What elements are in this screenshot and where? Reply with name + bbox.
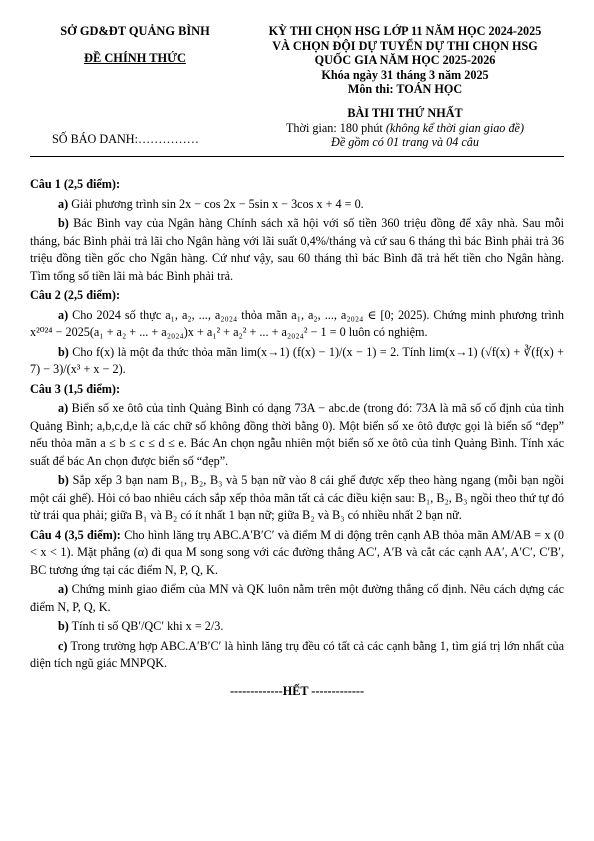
question-4b: b) Tính tỉ số QB′/QC′ khi x = 2/3. xyxy=(58,619,224,633)
header-right xyxy=(230,24,580,150)
department-name: SỞ GD&ĐT QUẢNG BÌNH xyxy=(60,24,210,38)
pages-note: Đề gồm có 01 trang và 04 câu xyxy=(331,135,479,150)
header-divider xyxy=(30,156,564,157)
question-2b: b) Cho f(x) là một đa thức thỏa mãn lim(x→1) (f(x) − 1)/(x − 1) = 2. Tính lim(x→1) (√f(x) + ∛(f(x) + 7) − 3)/(x³ + x − 2). xyxy=(30,344,564,376)
candidate-number: SỐ BÁO DANH:…………… xyxy=(52,132,199,146)
paper-title: BÀI THI THỨ NHẤT xyxy=(347,105,463,120)
header-left xyxy=(30,24,240,66)
official-label: ĐỀ CHÍNH THỨC xyxy=(84,51,186,65)
question-1b: b) Bác Bình vay của Ngân hàng Chính sách xã hội với số tiền 360 triệu đồng để xây nhà. Sau mỗi tháng, bác Bình phải trả lãi cho Ngân hàng với lãi suất 0,4%/tháng và cứ sau 6 tháng thì bác Bình phải trả 36 triệu đồng tiền gốc cho Ngân hàng. Cứ như vậy, sau 60 tháng thì bác Bình đã trả hết tiền cho Ngân hàng. Tìm tổng số tiền lãi mà bác Bình phải trả. xyxy=(30,216,564,283)
question-4-intro: Câu 4 (3,5 điểm): Cho hình lăng trụ ABC.A′B′C′ và điểm M di động trên cạnh AB thỏa mãn AM/AB = x (0 < x < 1). Mặt phẳng (α) đi qua M song song với các đường thẳng AC′, A′B và cắt các cạnh AA′, A′C′, C′B′, BC tương ứng tại các điểm N, P, Q, K. xyxy=(30,527,565,577)
question-2a: a) Cho 2024 số thực a₁, a₂, ..., a₂₀₂₄ thỏa mãn a₁, a₂, ..., a₂₀₂₄ ∈ [0; 2025). Chứng minh phương trình x²⁰²⁴ − 2025(a₁ + a₂ + ... + a₂₀₂₄)x + a₁² + a₂² + ... + a₂₀₂₄² − 1 = 0 luôn có nghiệm. xyxy=(30,307,564,339)
question-3 xyxy=(30,381,564,525)
question-2 xyxy=(30,287,564,379)
question-4a: a) Chứng minh giao điểm của MN và QK luôn nằm trên một đường thẳng cố định. Nêu cách dựng các điểm N, P, Q, K. xyxy=(30,582,565,614)
time-label: Thời gian: 180 phút xyxy=(285,120,383,135)
exam-content xyxy=(30,176,564,700)
question-3b: b) Sắp xếp 3 bạn nam B₁, B₂, B₃ và 5 bạn nữ vào 8 cái ghế được xếp theo hàng ngang (mỗi bạn ngồi một cái ghế). Hỏi có bao nhiêu cách sắp xếp thỏa mãn tất cả các điều kiện sau: B₁, B₂, B₃ ngồi theo thứ tự đó từ trái qua phải; giữa B₁ và B₂ có ít nhất 1 bạn nữ; giữa B₂ và B₃ có nhiều nhất 2 bạn nữ. xyxy=(30,473,564,522)
time-note: (không kể thời gian giao đề) xyxy=(385,120,525,135)
question-2-heading: Câu 2 (2,5 điểm): xyxy=(30,288,121,302)
exam-title-3: QUỐC GIA NĂM HỌC 2025-2026 xyxy=(314,53,496,68)
question-3-heading: Câu 3 (1,5 điểm): xyxy=(30,381,121,396)
end-marker: -------------HẾT ------------- xyxy=(229,683,365,698)
question-3a: a) Biển số xe ôtô của tỉnh Quảng Bình có dạng 73A − abc.de (trong đó: 73A là mã số cố định của tỉnh Quảng Bình; a,b,c,d,e là các chữ số không đồng thời bằng 0). Một biển số xe ôtô được gọi là biển số “đẹp” nếu thỏa mãn a ≤ b ≤ c ≤ d ≤ e. Bác An chọn ngẫu nhiên một biển số xe ôtô của tỉnh Quảng Bình. Tính xác suất để bác An chọn được biển số “đẹp”. xyxy=(30,401,564,468)
time-line xyxy=(230,121,580,136)
question-1-heading: Câu 1 (2,5 điểm): xyxy=(30,177,121,191)
question-1a: a) Giải phương trình sin 2x − cos 2x − 5sin x − 3cos x + 4 = 0. xyxy=(58,196,364,211)
exam-title-2: VÀ CHỌN ĐỘI DỰ TUYỂN DỰ THI CHỌN HSG xyxy=(272,38,538,53)
question-4c: c) Trong trường hợp ABC.A′B′C′ là hình lăng trụ đều có tất cả các cạnh bằng 1, tìm giá trị lớn nhất của diện tích ngũ giác MNPQK. xyxy=(30,638,565,670)
exam-date: Khóa ngày 31 tháng 3 năm 2025 xyxy=(321,67,489,82)
question-1 xyxy=(30,176,564,285)
question-4 xyxy=(30,527,564,673)
exam-subject: Môn thi: TOÁN HỌC xyxy=(347,82,463,97)
exam-title-1: KỲ THI CHỌN HSG LỚP 11 NĂM HỌC 2024-2025 xyxy=(268,24,542,38)
